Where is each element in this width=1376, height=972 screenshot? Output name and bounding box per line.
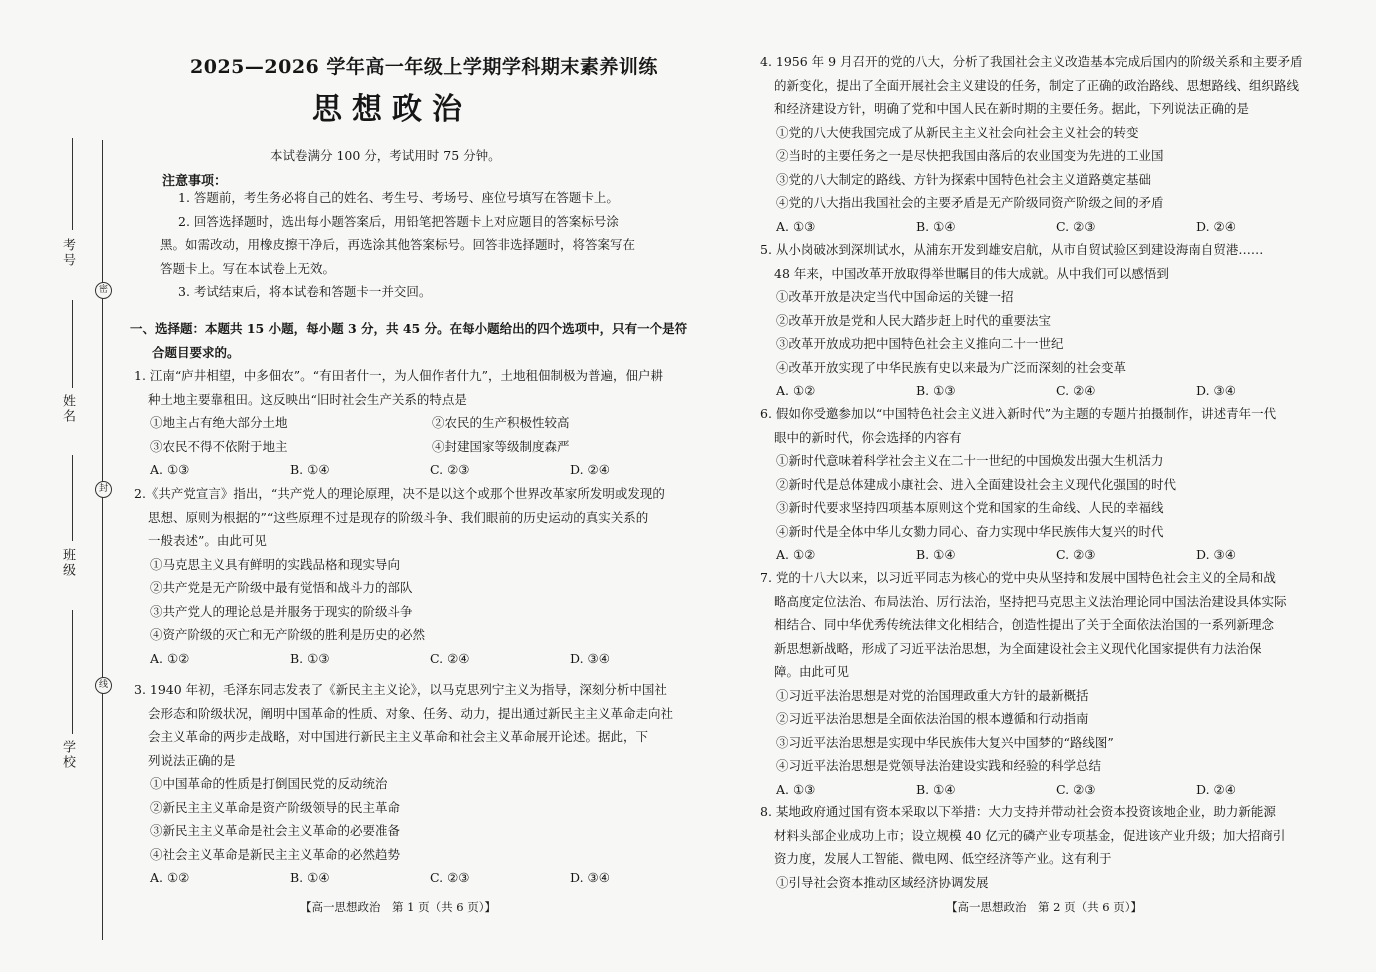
statement: ③新时代要求坚持四项基本原则这个党和国家的生命线、人民的幸福线 <box>776 500 1164 515</box>
statement: ③习近平法治思想是实现中华民族伟大复兴中国梦的“路线图” <box>776 734 1114 750</box>
statement: ②新民主主义革命是资产阶级领导的民主革命 <box>150 799 401 815</box>
statement: ①党的八大使我国完成了从新民主主义社会向社会主义社会的转变 <box>776 124 1139 140</box>
option-c: C. ②④ <box>430 650 470 666</box>
statement: ④资产阶级的灭亡和无产阶级的胜利是历史的必然 <box>150 627 426 642</box>
question-stem: 材料头部企业成功上市；设立规模 40 亿元的磷产业专项基金，促进该产业升级；加大招商引 <box>774 827 1286 843</box>
statement: ④习近平法治思想是党领导法治建设实践和经验的科学总结 <box>776 758 1102 773</box>
statement: ①引导社会资本推动区域经济协调发展 <box>776 874 989 890</box>
option-b: B. ①④ <box>916 781 956 797</box>
option-d: D. ③④ <box>1196 547 1236 562</box>
notice-line: 2. 回答选择题时，选出每小题答案后，用铅笔把答题卡上对应题目的答案标号涂 <box>178 213 619 229</box>
seal-mark-1: 密 <box>95 282 112 299</box>
answer-options <box>760 543 1336 567</box>
option-a: A. ①② <box>150 870 190 885</box>
name-blank <box>72 300 73 388</box>
question-stem: 7. 党的十八大以来，以习近平同志为核心的党中央从坚持和发展中国特色社会主义的全局和战 <box>760 570 1276 585</box>
option-b: B. ①③ <box>916 383 956 398</box>
notice-line: 3. 考试结束后，将本试卷和答题卡一并交回。 <box>178 284 432 299</box>
question-2 <box>134 482 710 670</box>
question-stem: 种土地主要靠租田。这反映出“旧时社会生产关系的特点是 <box>148 391 467 407</box>
statement: ④改革开放实现了中华民族有史以来最为广泛而深刻的社会变革 <box>776 359 1127 375</box>
label-class: 班级 <box>60 548 75 578</box>
page-1-footer: 【高一思想政治 第 1 页（共 6 页）】 <box>300 900 497 914</box>
question-stem: 眼中的新时代，你会选择的内容有 <box>774 429 962 445</box>
statement: ④封建国家等级制度森严 <box>432 438 570 454</box>
option-a: A. ①③ <box>776 218 816 234</box>
option-d: D. ③④ <box>1196 383 1236 398</box>
option-c: C. ②③ <box>1056 781 1096 797</box>
label-name: 姓名 <box>60 394 75 424</box>
section-heading <box>130 317 687 364</box>
statement-row <box>134 435 714 459</box>
answer-options <box>134 647 710 671</box>
option-b: B. ①④ <box>916 218 956 234</box>
answer-options <box>760 778 1336 802</box>
option-d: D. ③④ <box>570 870 610 885</box>
question-stem: 会形态和阶级状况，阐明中国革命的性质、对象、任务、动力，提出通过新民主主义革命走向社 <box>148 705 674 721</box>
question-stem: 相结合、同中华优秀传统法律文化相结合，创造性提出了关于全面依法治国的一系列新理念 <box>774 617 1275 632</box>
option-d: D. ②④ <box>570 462 610 477</box>
section-line: 合题目要求的。 <box>152 344 240 360</box>
question-stem: 8. 某地政府通过国有资本采取以下举措：大力支持并带动社会资本投资该地企业，助力新能源 <box>760 804 1276 819</box>
statement: ③改革开放成功把中国特色社会主义推向二十一世纪 <box>776 336 1064 351</box>
exam-title: 2025—2026 学年高一年级上学期学科期末素养训练 <box>190 56 658 78</box>
question-1 <box>134 364 714 482</box>
option-c: C. ②④ <box>1056 383 1096 398</box>
answer-options <box>134 458 714 482</box>
statement: ①改革开放是决定当代中国命运的关键一招 <box>776 289 1014 304</box>
option-a: A. ①② <box>150 650 190 666</box>
exam-meta: 本试卷满分 100 分，考试用时 75 分钟。 <box>270 148 501 163</box>
notice-heading: 注意事项： <box>162 174 228 189</box>
option-a: A. ①③ <box>776 781 816 797</box>
statement: ②农民的生产积极性较高 <box>432 415 570 430</box>
question-stem: 2.《共产党宣言》指出，“共产党人的理论原理，决不是以这个或那个世界改革家所发明或发现的 <box>134 486 665 501</box>
answer-options <box>134 866 710 890</box>
statement: ③党的八大制定的路线、方针为探索中国特色社会主义道路奠定基础 <box>776 171 1152 187</box>
statement: ②共产党是无产阶级中最有觉悟和战斗力的部队 <box>150 580 413 595</box>
answer-options <box>760 379 1336 403</box>
statement: ①习近平法治思想是对党的治国理政重大方针的最新概括 <box>776 687 1089 703</box>
question-stem: 思想、原则为根据的”“这些原理不过是现存的阶级斗争、我们眼前的历史运动的真实关系的 <box>148 509 649 525</box>
option-c: C. ②③ <box>430 870 470 885</box>
binding-line <box>102 140 103 940</box>
exam-no-blank <box>72 138 73 230</box>
notice-line: 答题卡上。写在本试卷上无效。 <box>160 260 336 276</box>
question-8 <box>760 800 1285 894</box>
question-stem: 的新变化，提出了全面开展社会主义建设的任务，制定了正确的政治路线、思想路线、组织路线 <box>774 77 1300 93</box>
statement: ①马克思主义具有鲜明的实践品格和现实导向 <box>150 556 401 572</box>
option-d: D. ②④ <box>1196 218 1236 234</box>
notice-line: 黑。如需改动，用橡皮擦干净后，再选涂其他答案标号。回答非选择题时，将答案写在 <box>160 237 636 252</box>
option-c: C. ②③ <box>430 462 470 477</box>
question-stem: 3. 1940 年初，毛泽东同志发表了《新民主主义论》，以马克思列宁主义为指导，深刻分析中国社 <box>134 682 667 697</box>
question-stem: 一般表述”。由此可见 <box>148 533 267 548</box>
statement: ②新时代是总体建成小康社会、进入全面建设社会主义现代化强国的时代 <box>776 476 1177 492</box>
statement: ①新时代意味着科学社会主义在二十一世纪的中国焕发出强大生机活力 <box>776 453 1164 468</box>
section-line: 一、选择题：本题共 15 小题，每小题 3 分，共 45 分。在每小题给出的四个选项中，只有一个是符 <box>130 321 688 336</box>
question-stem: 48 年来，中国改革开放取得举世瞩目的伟大成就。从中我们可以感悟到 <box>774 265 1169 281</box>
option-a: A. ①③ <box>150 462 190 477</box>
option-d: D. ③④ <box>570 650 610 666</box>
statement: ①地主占有绝大部分土地 <box>150 415 288 430</box>
binding-margin <box>0 0 118 972</box>
question-3 <box>134 678 710 890</box>
subject-title: 思想政治 <box>312 92 472 127</box>
question-stem: 略高度定位法治、布局法治、厉行法治，坚持把马克思主义法治理论同中国法治建设具体实际 <box>774 593 1287 609</box>
notice-list <box>160 186 720 304</box>
statement: ④社会主义革命是新民主主义革命的必然趋势 <box>150 846 401 862</box>
seal-mark-2: 封 <box>95 481 112 498</box>
question-5 <box>760 238 1336 403</box>
question-stem: 4. 1956 年 9 月召开的党的八大，分析了我国社会主义改造基本完成后国内的阶级关系和主要矛盾 <box>760 54 1303 69</box>
page-2-footer: 【高一思想政治 第 2 页（共 6 页）】 <box>946 900 1143 914</box>
question-7 <box>760 566 1336 801</box>
question-stem: 列说法正确的是 <box>148 752 236 768</box>
question-stem: 会主义革命的两步走战略，对中国进行新民主主义革命和社会主义革命展开论述。据此，下 <box>148 729 649 744</box>
label-school: 学校 <box>60 740 75 770</box>
statement: ④新时代是全体中华儿女勠力同心、奋力实现中华民族伟大复兴的时代 <box>776 523 1164 539</box>
question-stem: 和经济建设方针，明确了党和中国人民在新时期的主要任务。据此，下列说法正确的是 <box>774 101 1250 116</box>
statement: ③新民主主义革命是社会主义革命的必要准备 <box>150 823 401 838</box>
option-a: A. ①② <box>776 383 816 398</box>
question-4 <box>760 50 1336 238</box>
school-blank <box>72 610 73 734</box>
option-b: B. ①④ <box>290 462 330 477</box>
seal-mark-3: 线 <box>95 677 112 694</box>
answer-options <box>760 215 1336 239</box>
label-exam-no: 考号 <box>60 238 75 268</box>
option-d: D. ②④ <box>1196 781 1236 797</box>
question-6 <box>760 402 1336 567</box>
option-b: B. ①④ <box>290 870 330 885</box>
statement: ③共产党人的理论总是并服务于现实的阶级斗争 <box>150 603 413 619</box>
notice-line: 1. 答题前，考生务必将自己的姓名、考生号、考场号、座位号填写在答题卡上。 <box>178 190 619 205</box>
question-stem: 5. 从小岗破冰到深圳试水，从浦东开发到雄安启航，从市自贸试验区到建设海南自贸港…… <box>760 242 1264 257</box>
statement-row <box>134 411 714 435</box>
option-c: C. ②③ <box>1056 547 1096 562</box>
question-stem: 障。由此可见 <box>774 664 850 679</box>
class-blank <box>72 455 73 541</box>
statement: ②当时的主要任务之一是尽快把我国由落后的农业国变为先进的工业国 <box>776 148 1164 163</box>
option-c: C. ②③ <box>1056 218 1096 234</box>
statement: ②习近平法治思想是全面依法治国的根本遵循和行动指南 <box>776 711 1089 726</box>
statement: ④党的八大指出我国社会的主要矛盾是无产阶级同资产阶级之间的矛盾 <box>776 195 1164 210</box>
statement: ③农民不得不依附于地主 <box>150 438 288 454</box>
option-a: A. ①② <box>776 547 816 562</box>
statement: ②改革开放是党和人民大踏步赶上时代的重要法宝 <box>776 312 1052 328</box>
question-stem: 新思想新战略，形成了习近平法治思想，为全面建设社会主义现代化国家提供有力法治保 <box>774 640 1262 656</box>
question-stem: 资力度，发展人工智能、微电网、低空经济等产业。这有利于 <box>774 851 1112 866</box>
option-b: B. ①④ <box>916 547 956 562</box>
question-stem: 1. 江南“庐井相望，中多佃农”。“有田者什一，为人佃作者什九”，土地租佃制极为普遍，佃户耕 <box>134 368 663 383</box>
option-b: B. ①③ <box>290 650 330 666</box>
question-stem: 6. 假如你受邀参加以“中国特色社会主义进入新时代”为主题的专题片拍摄制作，讲述青年一代 <box>760 406 1277 421</box>
statement: ①中国革命的性质是打倒国民党的反动统治 <box>150 776 388 791</box>
